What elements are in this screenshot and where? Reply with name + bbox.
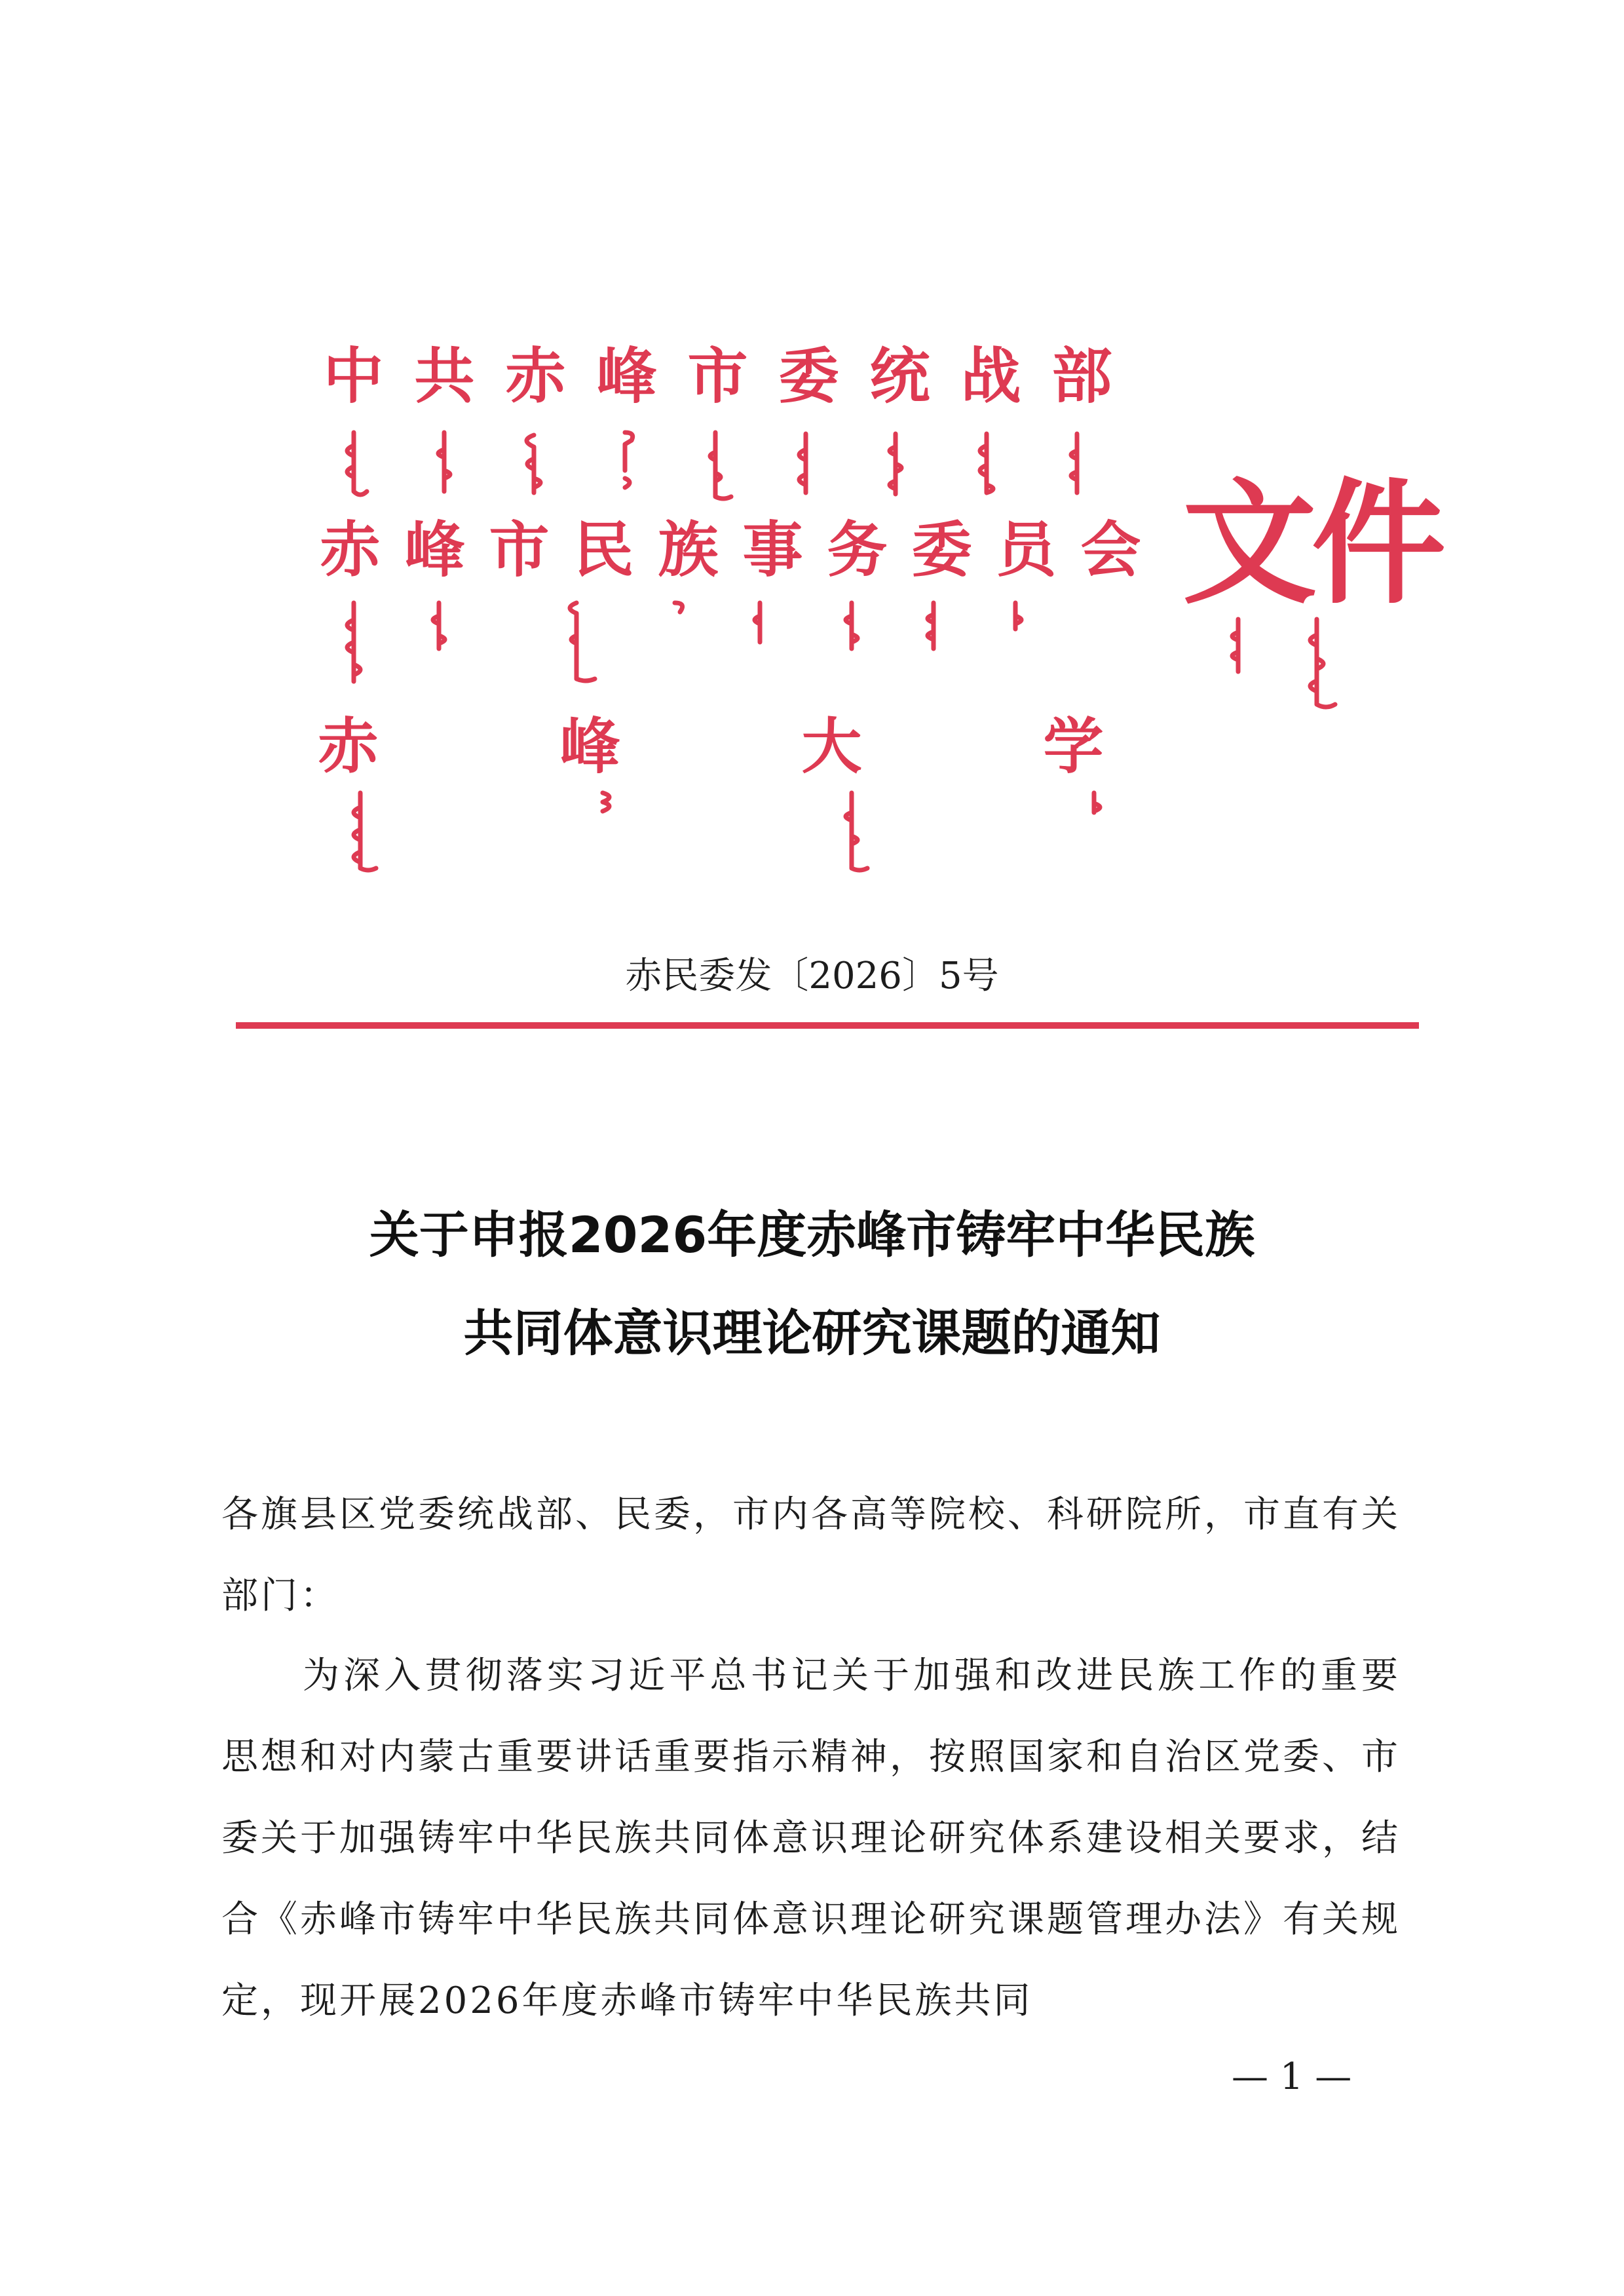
document-title-line-1: 关于申报2026年度赤峰市铸牢中华民族: [369, 1206, 1255, 1264]
issuer-char: 共: [414, 341, 475, 411]
document-word: 文件: [1182, 465, 1441, 622]
issuer-char: 委: [778, 341, 839, 411]
mongolian-script-line-3: [308, 786, 1160, 878]
salutation: 各旗县区党委统战部、民委，市内各高等院校、科研院所，市直有关部门：: [221, 1493, 1401, 1617]
issuer-line-2: [308, 505, 1153, 596]
issuer-char: 中: [323, 341, 384, 411]
issuer-line-3: [308, 701, 1114, 793]
document-title-line-2: 共同体意识理论研究课题的通知: [463, 1304, 1161, 1362]
mongolian-script-document-word: [1205, 613, 1376, 724]
body-paragraph: 为深入贯彻落实习近平总书记关于加强和改进民族工作的重要思想和对内蒙古重要讲话重要指示精神，按照国家和自治区党委、市委关于加强铸牢中华民族共同体意识理论研究体系建设相关要求，结合《赤峰市铸牢中华民族共同体意识理论研究课题管理办法》有关规定，现开展2026年度赤峰市铸牢中华民族共同: [221, 1655, 1401, 2022]
issuer-char: 统: [869, 341, 930, 411]
issuer-char: 事: [742, 515, 803, 585]
issuer-char: 赤: [318, 712, 379, 782]
issuer-char: 峰: [404, 515, 465, 585]
issuer-char: 员: [996, 515, 1057, 585]
issuer-char: 峰: [559, 712, 620, 782]
issuer-char: 委: [911, 515, 972, 585]
mongolian-script-line-2: [308, 596, 1160, 695]
issuer-char: 峰: [596, 341, 657, 411]
page-number: — 1 —: [1232, 2056, 1352, 2098]
document-number: 赤民委发〔2026〕5号: [625, 955, 999, 997]
issuer-char: 市: [687, 341, 748, 411]
issuer-line-1: [308, 331, 1127, 423]
issuer-char: 族: [658, 515, 719, 585]
issuer-char: 学: [1043, 712, 1104, 782]
issuer-char: 赤: [320, 515, 381, 585]
issuer-char: 务: [827, 515, 888, 585]
red-divider-line: [236, 1022, 1419, 1029]
mongolian-script-line-1: [308, 426, 1160, 505]
issuer-char: 市: [489, 515, 550, 585]
issuer-char: 赤: [505, 341, 566, 411]
issuer-char: 民: [573, 515, 634, 585]
issuer-char: 会: [1080, 515, 1141, 585]
issuer-char: 部: [1051, 341, 1112, 411]
issuer-char: 战: [960, 341, 1021, 411]
issuer-char: 大: [801, 712, 862, 782]
